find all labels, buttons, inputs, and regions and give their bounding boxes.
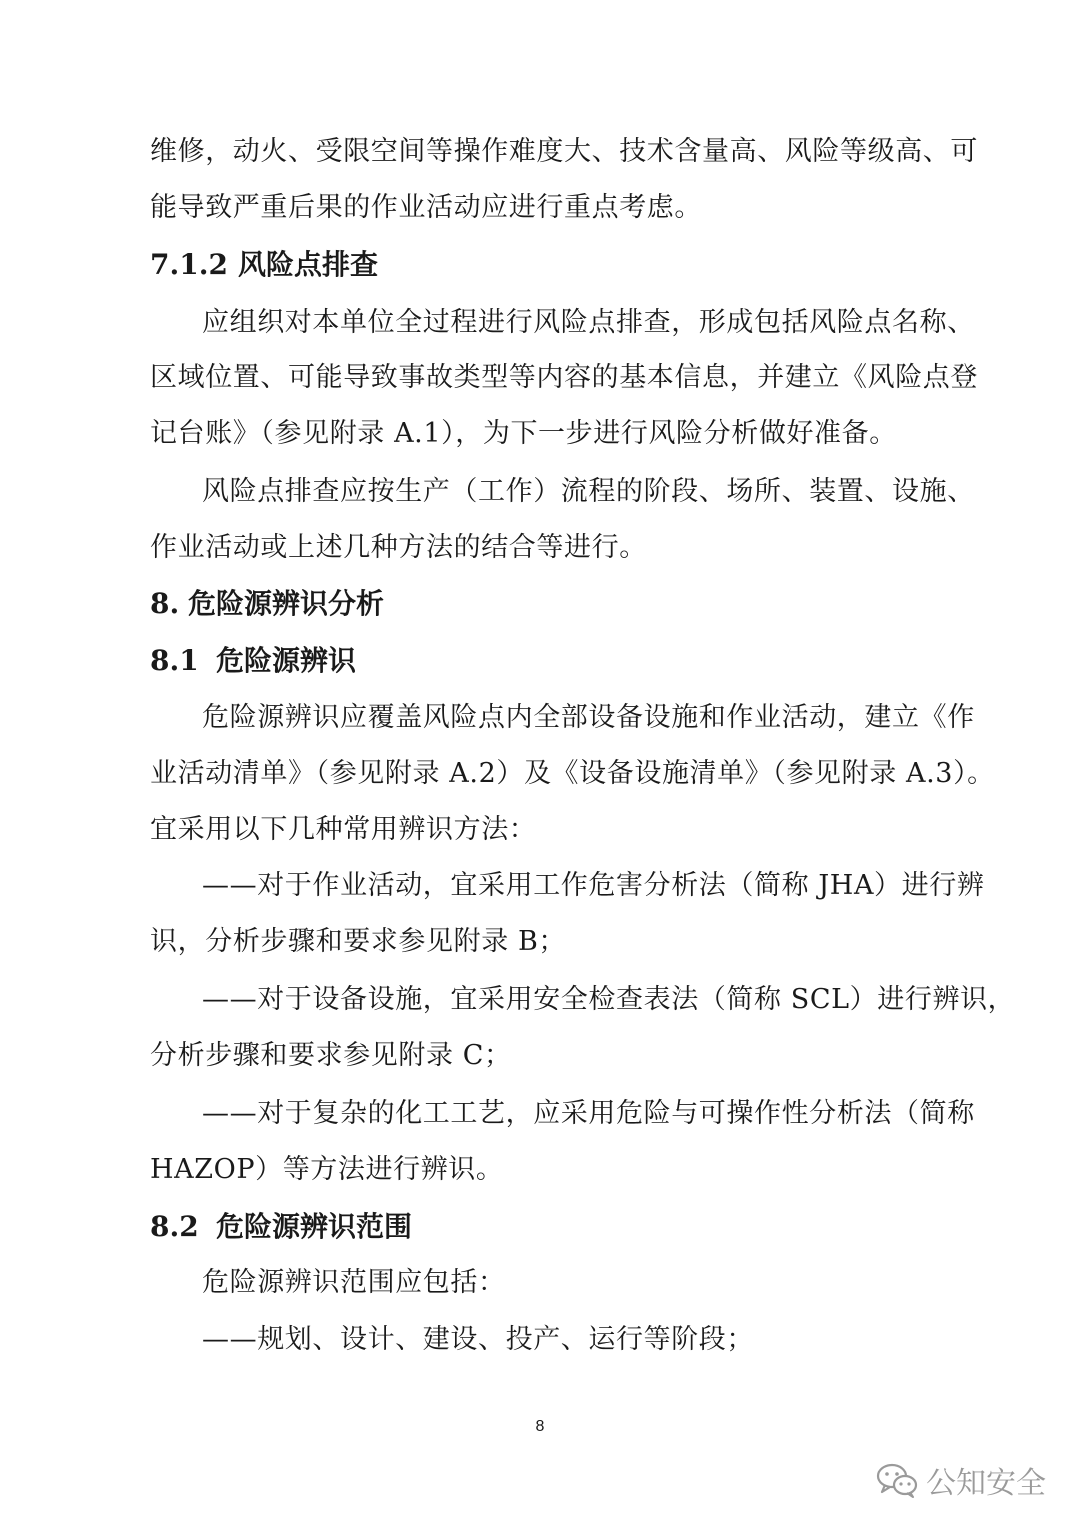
section-number: 8. (150, 587, 180, 620)
section-title: 危险源辨识范围 (216, 1210, 413, 1243)
body-text-line: 宜采用以下几种常用辨识方法： (150, 814, 537, 845)
body-text-line: 能导致严重后果的作业活动应进行重点考虑。 (150, 192, 702, 223)
wechat-icon (876, 1462, 918, 1498)
section-title: 危险源辨识分析 (188, 587, 385, 620)
section-heading-8 (150, 584, 384, 624)
body-text-line: 应组织对本单位全过程进行风险点排查，形成包括风险点名称、 (202, 307, 975, 338)
body-text-line: 维修，动火、受限空间等操作难度大、技术含量高、风险等级高、可 (150, 136, 978, 167)
list-item-line: 分析步骤和要求参见附录 C； (150, 1040, 512, 1071)
page-number: 8 (535, 1418, 545, 1435)
section-heading-8-2 (150, 1207, 412, 1247)
section-heading-7-1-2 (150, 245, 378, 285)
body-text-line: 危险源辨识范围应包括： (202, 1267, 506, 1298)
section-title: 风险点排查 (238, 248, 379, 281)
list-item-line: ——对于复杂的化工工艺，应采用危险与可操作性分析法（简称 (202, 1098, 975, 1129)
list-item-line: 识，分析步骤和要求参见附录 B； (150, 926, 567, 957)
section-number: 7.1.2 (150, 248, 228, 281)
section-title: 危险源辨识 (216, 644, 357, 677)
list-item-line: ——对于作业活动，宜采用工作危害分析法（简称 JHA）进行辨 (202, 870, 985, 901)
body-text-line: 危险源辨识应覆盖风险点内全部设备设施和作业活动，建立《作 (202, 702, 975, 733)
list-item-line: ——对于设备设施，宜采用安全检查表法（简称 SCL）进行辨识， (202, 984, 1016, 1015)
section-heading-8-1 (150, 641, 356, 681)
body-text-line: 记台账》（参见附录 A.1），为下一步进行风险分析做好准备。 (150, 418, 897, 449)
body-text-line: 业活动清单》（参见附录 A.2）及《设备设施清单》（参见附录 A.3）。 (150, 758, 995, 789)
watermark (876, 1458, 1046, 1502)
section-number: 8.2 (150, 1210, 199, 1243)
list-item-line: HAZOP）等方法进行辨识。 (150, 1154, 504, 1185)
list-item-line: ——规划、设计、建设、投产、运行等阶段； (202, 1324, 754, 1355)
section-number: 8.1 (150, 644, 199, 677)
body-text-line: 风险点排查应按生产（工作）流程的阶段、场所、装置、设施、 (202, 476, 975, 507)
body-text-line: 作业活动或上述几种方法的结合等进行。 (150, 532, 647, 563)
body-text-line: 区域位置、可能导致事故类型等内容的基本信息，并建立《风险点登 (150, 362, 978, 393)
watermark-text: 公知安全 (926, 1466, 1046, 1501)
